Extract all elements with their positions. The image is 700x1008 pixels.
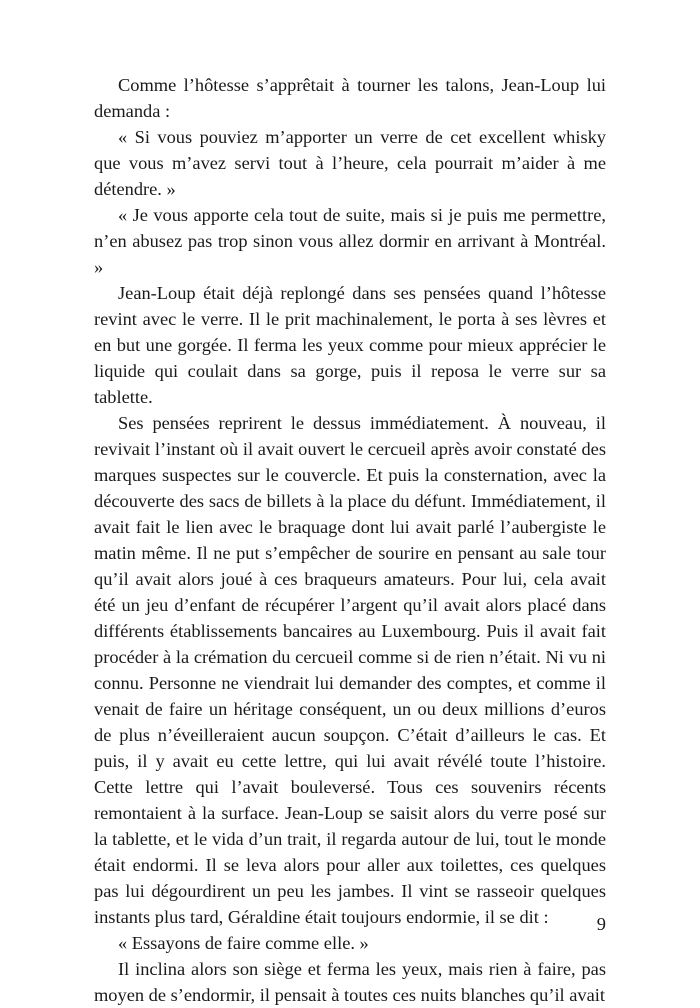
paragraph: Comme l’hôtesse s’apprêtait à tourner les talons, Jean-Loup lui demanda : xyxy=(94,75,606,121)
page-body xyxy=(94,72,606,1008)
paragraph: Il inclina alors son siège et ferma les yeux, mais rien à faire, pas moyen de s’endormir, il pensait à toutes ces nuits blanches qu’il avait xyxy=(94,959,606,1005)
paragraph: « Essayons de faire comme elle. » xyxy=(118,933,369,953)
page-number: 9 xyxy=(596,914,606,934)
paragraph: « Je vous apporte cela tout de suite, mais si je puis me permettre, n’en abusez pas trop sinon vous allez dormir en arrivant à Montréal. » xyxy=(94,205,606,277)
paragraph: Ses pensées reprirent le dessus immédiatement. À nouveau, il revivait l’instant où il avait ouvert le cercueil après avoir constaté des marques suspectes sur le couvercle. Et puis la consternation, avec la découverte des sacs de billets à la place du défunt. Immédiatement, il avait fait le lien avec le braquage dont lui avait parlé l’aubergiste le matin même. Il ne put s’empêcher de sourire en pensant au sale tour qu’il avait alors joué à ces braqueurs amateurs. Pour lui, cela avait été un jeu d’enfant de récupérer l’argent qu’il avait alors placé dans différents établissements bancaires au Luxembourg. Puis il avait fait procéder à la crémation du cercueil comme si de rien n’était. Ni vu ni connu. Personne ne viendrait lui demander des comptes, et comme il venait de faire un héritage conséquent, un ou deux millions d’euros de plus n’éveilleraient aucun soupçon. C’était d’ailleurs le cas. Et puis, il y avait eu cette lettre, qui lui avait révélé toute l’histoire. Cette lettre qui l’avait bouleversé. Tous ces souvenirs récents remontaient à la surface. Jean-Loup se saisit alors du verre posé sur la tablette, et le vida d’un trait, il regarda autour de lui, tout le monde était endormi. Il se leva alors pour aller aux toilettes, ces quelques pas lui dégourdirent un peu les jambes. Il vint se rasseoir quelques instants plus tard, Géraldine était toujours endormie, il se dit : xyxy=(94,413,606,927)
paragraph: Jean-Loup était déjà replongé dans ses pensées quand l’hôtesse revint avec le verre. Il le prit machinalement, le porta à ses lèvres et en but une gorgée. Il ferma les yeux comme pour mieux apprécier le liquide qui coulait dans sa gorge, puis il reposa le verre sur sa tablette. xyxy=(94,283,606,407)
paragraph: « Si vous pouviez m’apporter un verre de cet excellent whisky que vous m’avez servi tout à l’heure, cela pourrait m’aider à me détendre. » xyxy=(94,127,606,199)
